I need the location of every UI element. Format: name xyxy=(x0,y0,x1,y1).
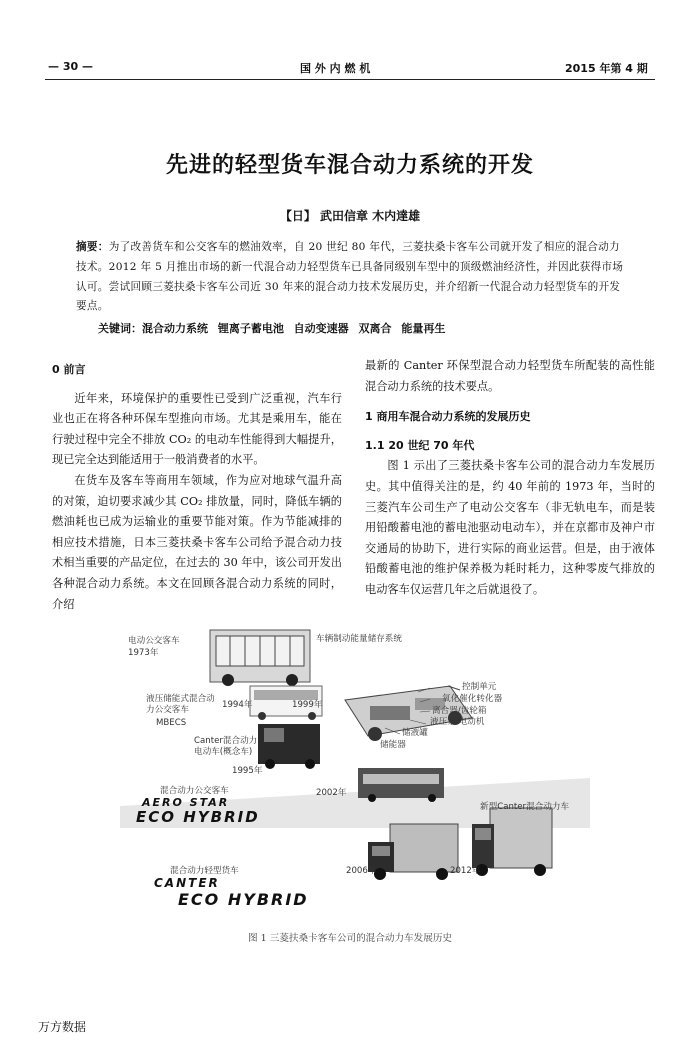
label-1999: 1999年 xyxy=(292,700,323,710)
label-2012: 2012年 xyxy=(450,866,481,876)
section-1-1-title: 1.1 20 世纪 70 年代 xyxy=(365,438,475,452)
label-2002: 2002年 xyxy=(316,788,347,798)
label-canter-concept: Canter混合动力电动车(概念车) xyxy=(194,736,258,757)
authors: 【日】 武田信章 木内達雄 xyxy=(279,209,421,223)
electric-bus-image xyxy=(210,630,310,686)
article-title: 先进的轻型货车混合动力系统的开发 xyxy=(165,153,534,178)
label-2006: 2006年 xyxy=(346,866,377,876)
eco-hybrid-logo-1: ECO HYBRID xyxy=(136,808,260,826)
eco-hybrid-logo-2: ECO HYBRID xyxy=(178,890,309,909)
canter-concept-image xyxy=(258,724,320,769)
section-1-1-paragraph-1: 图 1 示出了三菱扶桑卡客车公司的混合动力车发展历史。其中值得关注的是，约 40 年前的 1973 年，当时的三菱汽车公司生产了电动公交客车（非无轨电车，而是装用铅酸蓄电池的蓄电池驱动电动车），并在京都市及神户市交通局的协助下，进行实际的商业运营。但是，由于液体铅酸蓄电池的维护保养极为耗时耗力，这种零废气排放的电动客车仅运营几年之后就退役了。 xyxy=(365,459,655,596)
label-pump: 液压泵/电动机 xyxy=(430,717,485,727)
label-control-unit: 控制单元 xyxy=(462,682,497,692)
left-column xyxy=(52,360,342,615)
label-tank: 储液罐 xyxy=(402,728,428,738)
label-1973: 1973年 xyxy=(128,648,159,658)
hybrid-bus-image xyxy=(358,768,444,802)
journal-name: 国 外 内 燃 机 xyxy=(300,62,371,75)
keywords-label: 关键词： xyxy=(98,322,142,335)
header-rule xyxy=(45,79,655,80)
footer-watermark: 万方数据 xyxy=(38,1020,87,1034)
section-0-paragraph-2-continued: 最新的 Canter 环保型混合动力轻型货车所配装的高性能混合动力系统的技术要点。 xyxy=(365,359,655,393)
label-catalyst: 氧化催化转化器 xyxy=(442,694,503,704)
label-1994: 1994年 xyxy=(222,700,253,710)
figure-1 xyxy=(120,628,590,918)
label-hybrid-bus: 混合动力公交客车 xyxy=(160,786,229,796)
label-electric-bus: 电动公交客车 xyxy=(128,636,180,646)
right-column xyxy=(365,356,655,601)
section-1-title: 1 商用车混合动力系统的发展历史 xyxy=(365,410,531,424)
figure-1-caption: 图 1 三菱扶桑卡客车公司的混合动力车发展历史 xyxy=(247,933,453,944)
label-regen-system: 车辆制动能量储存系统 xyxy=(316,634,402,644)
keywords-text: 混合动力系统 锂离子蓄电池 自动变速器 双离合 能量再生 xyxy=(142,322,446,335)
abstract-label: 摘要： xyxy=(76,241,109,253)
label-accumulator: 储能器 xyxy=(380,740,406,750)
label-clutch: 离合器/齿轮箱 xyxy=(432,706,487,716)
abstract xyxy=(76,238,628,317)
keywords xyxy=(98,320,638,336)
page-number: — 30 — xyxy=(48,60,93,73)
label-1995: 1995年 xyxy=(232,766,263,776)
label-hydraulic-bus: 液压储能式混合动力公交客车 xyxy=(146,694,215,715)
abstract-text: 为了改善货车和公交客车的燃油效率，自 20 世纪 80 年代，三菱扶桑卡客车公司就开发了相应的混合动力技术。2012 年 5 月推出市场的新一代混合动力轻型货车已具备同级别车型中的顶级燃油经济性，并因此获得市场认可。尝试回顾三菱扶桑卡客车公司近 30 年来的混合动力技术发展历史，并介绍新一代混合动力轻型货车的开发要点。 xyxy=(76,241,624,313)
aero-star-logo: AERO STAR xyxy=(142,796,230,809)
section-0-paragraph-2: 在货车及客车等商用车领域，作为应对地球气温升高的对策，迫切要求减少其 CO₂ 排放量，同时，降低车辆的燃油耗也已成为运输业的重要节能对策。作为节能减排的相应技术措施，日本三菱扶桑卡客车公司给予混合动力技术相当重要的产品定位，在过去的 30 年中，该公司开发出各种混合动力系统。本文在回顾各混合动力系统的同时，介绍 xyxy=(52,473,342,611)
section-0-paragraph-1: 近年来，环境保护的重要性已受到广泛重视，汽车行业也正在将各种环保车型推向市场。尤其是乘用车，能在行驶过程中完全不排放 CO₂ 的电动车性能得到大幅提升，现已完全达到能适用于一般消费者的水平。 xyxy=(52,391,342,467)
canter-2006-image xyxy=(368,824,458,880)
section-0-title: 0 前言 xyxy=(52,363,86,376)
issue-label: 2015 年第 4 期 xyxy=(565,62,648,75)
label-new-canter: 新型Canter混合动力车 xyxy=(480,802,570,812)
label-hybrid-truck: 混合动力轻型货车 xyxy=(170,866,239,876)
label-mbecs: MBECS xyxy=(156,718,187,728)
canter-logo: CANTER xyxy=(154,876,220,890)
